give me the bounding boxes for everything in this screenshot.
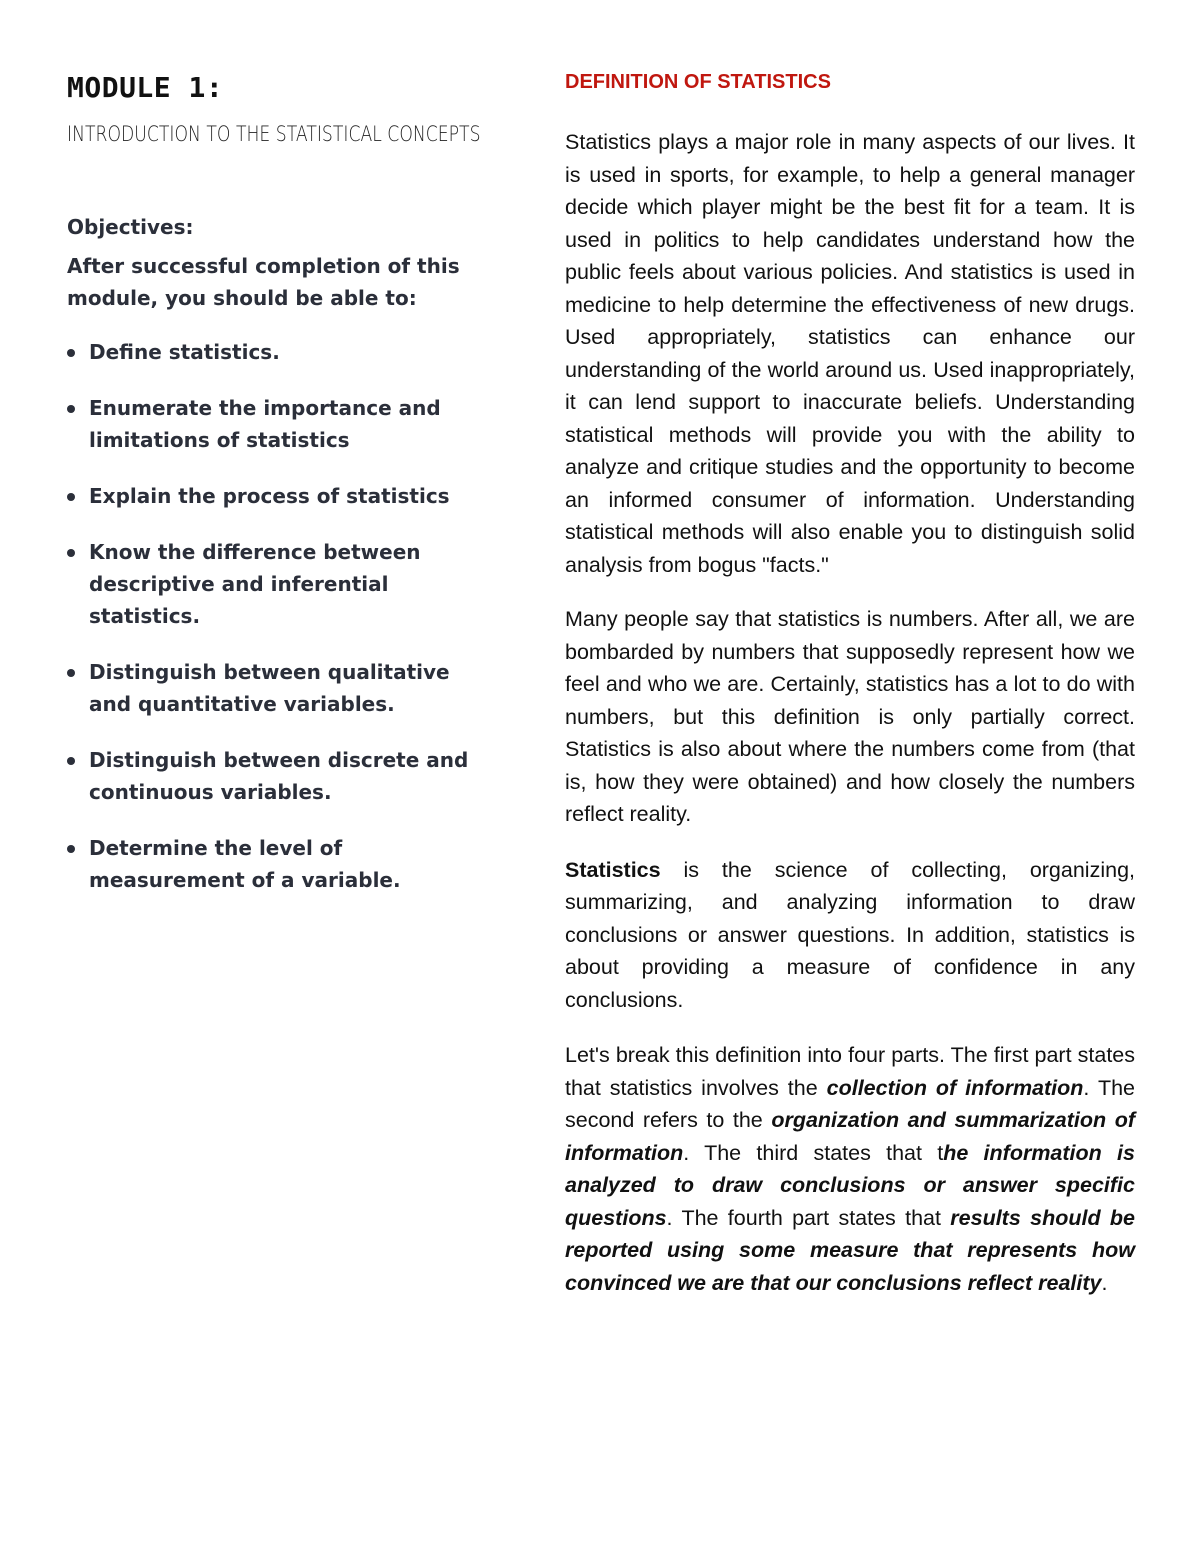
objectives-list xyxy=(67,336,487,896)
objective-item xyxy=(67,480,489,512)
bullet-icon xyxy=(67,669,75,677)
objective-text: Distinguish between qualitative and quantitative variables. xyxy=(89,660,450,716)
right-column xyxy=(565,68,1135,1299)
definition-text: is the science of collecting, organizing, summarizing, and analyzing information to draw conclusions or answer questions. In addition, statistics is about providing a measure of confidence in any conclusions. xyxy=(565,857,1135,1012)
bullet-icon xyxy=(67,493,75,501)
paragraph-statistics-is-numbers: Many people say that statistics is numbers. After all, we are bombarded by numbers that supposedly represent how we feel and who we are. Certainly, statistics has a lot to do with numbers, but this definition is only partially correct. Statistics is also about where the numbers come from (that is, how they were obtained) and how closely the numbers reflect reality. xyxy=(565,607,1135,826)
module-title: MODULE 1: xyxy=(67,71,224,104)
part-one-emphasis: collection of information xyxy=(826,1075,1084,1100)
objective-item xyxy=(67,744,489,808)
objectives-heading: Objectives: xyxy=(67,215,194,239)
objective-text: Explain the process of statistics xyxy=(89,484,450,508)
four-parts-text: . The third states that t xyxy=(683,1140,944,1165)
module-subtitle: INTRODUCTION TO THE STATISTICAL CONCEPTS xyxy=(67,122,481,146)
section-heading: DEFINITION OF STATISTICS xyxy=(565,71,831,93)
objective-text: Distinguish between discrete and continuous variables. xyxy=(89,748,469,804)
objective-text: Know the difference between descriptive and inferential statistics. xyxy=(89,540,421,628)
objective-text: Determine the level of measurement of a variable. xyxy=(89,836,401,892)
bullet-icon xyxy=(67,349,75,357)
four-parts-text: . The second refers to the xyxy=(565,1075,1135,1132)
objective-item xyxy=(67,392,489,456)
bullet-icon xyxy=(67,845,75,853)
definition-term: Statistics xyxy=(565,857,661,882)
objective-item xyxy=(67,656,489,720)
objective-text: Define statistics. xyxy=(89,340,280,364)
paragraph-role-of-statistics: Statistics plays a major role in many aspects of our lives. It is used in sports, for example, to help a general manager decide which player might be the best fit for a team. It is used in politics to help candidates understand how the public feels about various policies. And statistics is used in medicine to help determine the effectiveness of new drugs. Used appropriately, statistics can enhance our understanding of the world around us. Used inappropriately, it can lend support to inaccurate beliefs. Understanding statistical methods will provide you with the ability to analyze and critique studies and the opportunity to become an informed consumer of information. Understanding statistical methods will also enable you to distinguish solid analysis from bogus "facts." xyxy=(565,130,1135,577)
four-parts-text: . The fourth part states that xyxy=(666,1205,951,1230)
left-column xyxy=(67,70,487,920)
four-parts-text: Let's break this definition into four parts. The first part states that statistics involves the xyxy=(565,1043,1135,1100)
bullet-icon xyxy=(67,757,75,765)
objective-item xyxy=(67,832,489,896)
objectives-intro: After successful completion of this module, you should be able to: xyxy=(67,254,460,310)
part-two-emphasis: organization and summarization of information xyxy=(565,1108,1136,1165)
part-four-emphasis: results should be reported using some measure that represents how convinced we are that our conclusions reflect reality xyxy=(565,1205,1135,1295)
paragraph-four-parts xyxy=(565,1039,1135,1299)
objective-item xyxy=(67,336,489,368)
part-three-emphasis: he information is analyzed to draw conclusions or answer specific questions xyxy=(565,1140,1135,1230)
bullet-icon xyxy=(67,549,75,557)
objective-item xyxy=(67,536,489,632)
paragraph-definition xyxy=(565,854,1135,1017)
objective-text: Enumerate the importance and limitations of statistics xyxy=(89,396,441,452)
four-parts-text: . xyxy=(1101,1270,1108,1295)
bullet-icon xyxy=(67,405,75,413)
